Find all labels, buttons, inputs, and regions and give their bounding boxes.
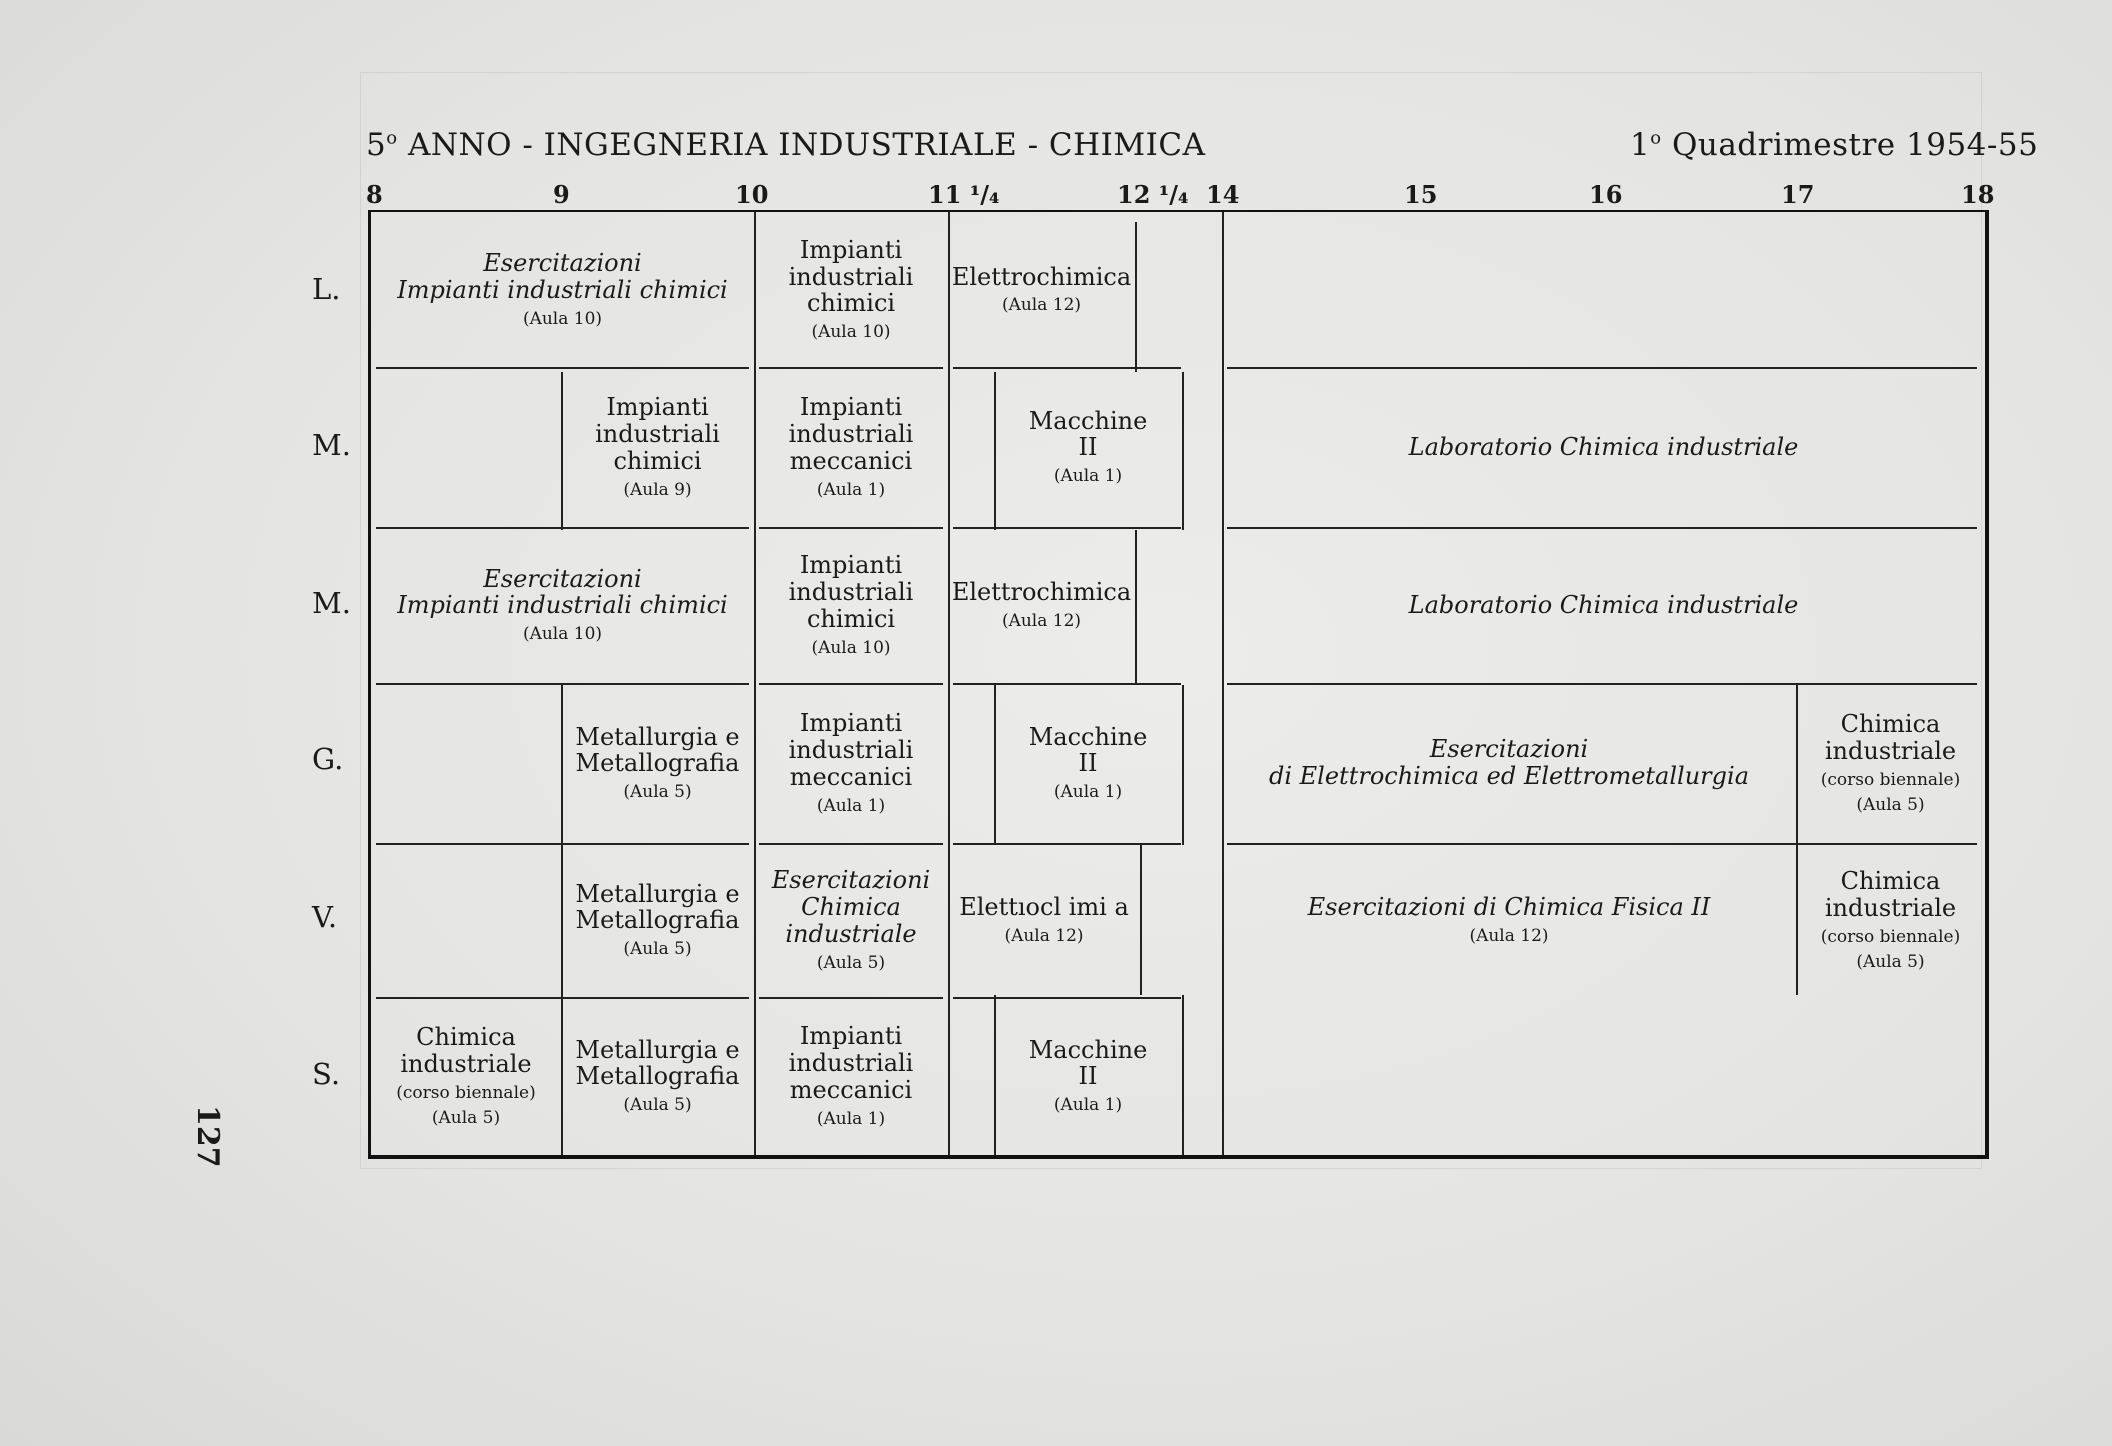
cell-text: Impianti [799,393,903,422]
cell-text: Impianti industriali chimici [397,591,728,620]
cell-text: industriali [788,420,914,449]
course-note: (corso biennale) [1820,769,1961,790]
time-16: 16 [1589,180,1623,209]
year-number: 5 [366,127,387,163]
day-wednesday: M. [312,586,351,620]
room-label: (Aula 1) [816,1108,886,1129]
year-ordinal: o [386,127,398,149]
cell-wed-impianti-chimici [754,527,948,683]
cell-text: Esercitazioni di Chimica Fisica II [1307,893,1711,922]
term-label: Quadrimestre 1954-55 [1671,127,2039,163]
time-15: 15 [1404,180,1438,209]
time-8: 8 [366,180,383,209]
room-label: (Aula 9) [623,479,692,500]
cell-text: industriali [788,578,914,607]
cell-text: meccanici [789,762,913,791]
cell-text: Impianti [799,235,903,264]
cell-text: Chimica [416,1023,516,1052]
cell-tue-laboratorio [1222,367,1985,527]
cell-thu-metallurgia [561,683,754,843]
cell-text: Esercitazioni [1429,735,1589,764]
room-label: (Aula 5) [623,939,692,960]
cell-text: Esercitazioni [483,249,642,278]
room-label: (Aula 10) [522,624,603,645]
cell-text: Metallografia [575,906,740,935]
cell-text: Impianti [606,393,709,422]
cell-sat-impianti-meccanici [754,997,948,1155]
room-label: (Aula 12) [1469,925,1549,946]
heading-term [1630,127,2038,163]
cell-text: chimici [806,604,896,633]
cell-text: Metallografia [575,1062,740,1091]
cell-sat-metallurgia [561,997,754,1155]
room-label: (Aula 10) [522,308,603,329]
room-label: (Aula 10) [811,322,891,343]
divider-12q-fri [1140,845,1142,995]
divider-12q-thu [1182,685,1184,845]
course-note: (corso biennale) [1820,926,1961,947]
cell-fri-elettrochimica [948,843,1140,997]
cell-mon-impianti-chimici [754,212,948,367]
cell-thu-macchine [994,683,1182,843]
cell-text: Chimica [1840,867,1941,896]
divider-12q-sat [1182,995,1184,1155]
cell-text: chimici [613,446,702,475]
cell-text: Chimica [801,893,901,922]
cell-text: Macchine [1028,722,1148,751]
cell-text: meccanici [789,1075,913,1104]
cell-tue-impianti-meccanici [754,367,948,527]
room-label: (Aula 5) [623,1095,692,1116]
room-label: (Aula 5) [1856,951,1925,972]
time-11-quarter: 11 ¹/₄ [928,180,1000,209]
cell-text: industriale [400,1049,532,1078]
room-label: (Aula 5) [431,1107,501,1128]
cell-fri-esercitazioni-chimica [754,843,948,997]
room-label: (Aula 5) [1856,794,1925,815]
cell-text: Esercitazioni [483,564,642,593]
cell-thu-esercitazioni-elettrochimica [1222,683,1796,843]
day-monday: L. [312,272,341,306]
day-thursday: G. [312,742,344,776]
cell-tue-impianti-chimici [561,367,754,527]
cell-wed-esercitazioni [371,527,754,683]
cell-text: Impianti [799,551,903,580]
cell-fri-metallurgia [561,843,754,997]
cell-text: Impianti industriali chimici [397,275,728,304]
time-10: 10 [735,180,769,209]
term-ordinal: o [1650,127,1662,149]
cell-text: II [1078,1062,1098,1091]
cell-text: industriali [788,736,914,765]
cell-fri-chimica-industriale [1796,843,1985,997]
cell-text: industriali [595,420,720,449]
room-label: (Aula 1) [1053,466,1123,487]
cell-text: industriale [785,919,917,948]
cell-text: Esercitazioni [771,866,931,895]
room-label: (Aula 5) [623,782,692,803]
cell-text: meccanici [789,446,913,475]
time-14: 14 [1206,180,1240,209]
cell-text: Macchine [1028,406,1148,435]
divider-12q-tue [1182,372,1184,530]
cell-text: II [1078,749,1098,778]
room-label: (Aula 12) [1004,925,1084,946]
cell-text: Metallurgia e [575,722,740,751]
timetable-grid [368,210,1989,1159]
day-saturday: S. [312,1057,341,1091]
time-18: 18 [1961,180,1995,209]
cell-tue-macchine [994,367,1182,527]
room-label: (Aula 1) [1053,782,1123,803]
day-friday: V. [312,900,338,934]
room-label: (Aula 12) [1001,295,1082,316]
heading-year [366,127,1206,163]
divider-12q-mon [1135,222,1137,372]
cell-text: Elettrochimica [951,262,1132,291]
cell-sat-chimica-industriale [371,997,561,1155]
cell-text: Impianti [799,1022,903,1051]
cell-text: di Elettrochimica ed Elettrometallurgia [1268,762,1749,790]
cell-text: Macchine [1028,1035,1148,1064]
cell-text: chimici [806,289,896,318]
room-label: (Aula 12) [1001,610,1082,631]
cell-text: II [1078,433,1098,462]
room-label: (Aula 1) [816,795,886,816]
cell-thu-impianti-meccanici [754,683,948,843]
cell-text: industriale [1824,736,1957,765]
cell-text: Laboratorio Chimica industriale [1408,432,1799,461]
time-9: 9 [553,180,570,209]
cell-mon-elettrochimica [948,212,1135,367]
cell-wed-elettrochimica [948,527,1135,683]
cell-thu-chimica-industriale [1796,683,1985,843]
course-note: (corso biennale) [396,1082,536,1103]
day-tuesday: M. [312,428,351,462]
time-12-quarter: 12 ¹/₄ [1117,180,1189,209]
cell-text: industriale [1824,893,1957,922]
room-label: (Aula 1) [816,479,886,500]
heading-title: ANNO - INGEGNERIA INDUSTRIALE - CHIMICA [407,127,1206,163]
divider-12q-wed [1135,530,1137,685]
cell-wed-laboratorio [1222,527,1985,683]
room-label: (Aula 10) [811,637,891,658]
cell-text: Elettrochimica [951,578,1132,607]
cell-text: Elettıocl imi a [959,893,1129,922]
cell-text: Chimica [1840,710,1941,739]
room-label: (Aula 5) [816,952,886,973]
term-number: 1 [1630,127,1651,163]
page-number: 127 [190,1105,225,1168]
room-label: (Aula 1) [1053,1095,1123,1116]
cell-text: Impianti [799,709,903,738]
cell-text: Metallurgia e [575,879,740,908]
cell-sat-macchine [994,997,1182,1155]
cell-text: Metallurgia e [575,1035,740,1064]
time-17: 17 [1781,180,1815,209]
cell-text: Laboratorio Chimica industriale [1408,590,1799,619]
cell-text: Metallografia [575,749,740,778]
cell-mon-esercitazioni [371,212,754,367]
cell-text: industriali [788,1049,914,1078]
cell-text: industriali [788,262,914,291]
cell-fri-chimica-fisica [1222,843,1796,997]
